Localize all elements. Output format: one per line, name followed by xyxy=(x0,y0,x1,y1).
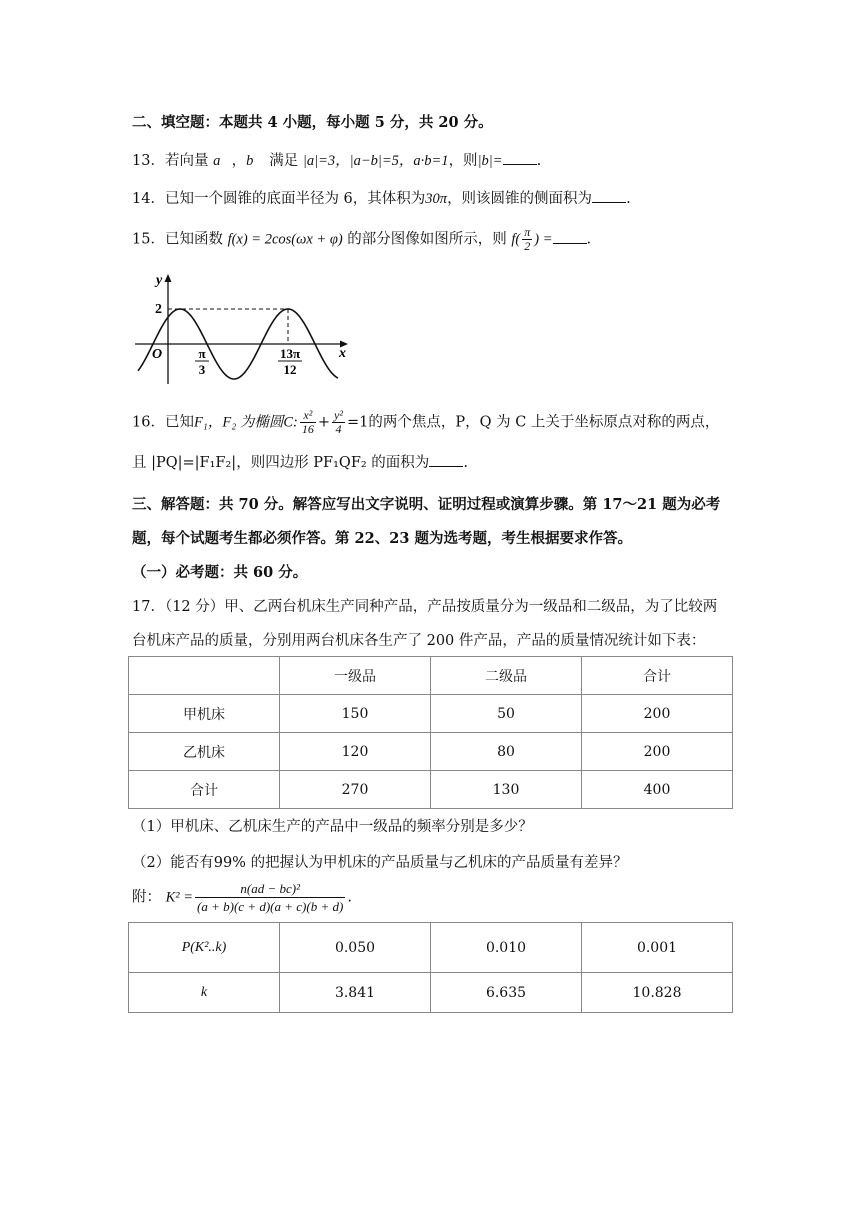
q15-frac-num: π xyxy=(524,225,531,239)
q13-ask: |b|= xyxy=(477,153,503,169)
q16-plus: + xyxy=(317,414,331,431)
table-row xyxy=(129,733,733,771)
table-row xyxy=(129,771,733,809)
q13-number: 13．若向量 xyxy=(132,153,209,169)
tick1-den: 3 xyxy=(198,362,206,377)
formula-fraction xyxy=(195,880,345,915)
q14-answer-blank[interactable] xyxy=(592,188,626,203)
table-header-cell: 二级品 xyxy=(431,657,582,695)
formula-lhs: K² = xyxy=(165,889,194,906)
q13-then: ，则 xyxy=(448,153,478,169)
y-label: y xyxy=(156,273,163,288)
y-axis-arrow xyxy=(165,274,172,282)
q16-answer-blank[interactable] xyxy=(429,452,463,467)
q17-sub1: （1）甲机床、乙机床生产的产品中一级品的频率分别是多少？ xyxy=(132,819,533,835)
table-cell: 400 xyxy=(582,771,733,809)
q16-start: 16．已知 xyxy=(132,414,194,431)
table-cell: 50 xyxy=(431,695,582,733)
question-13 xyxy=(132,150,541,172)
section3-line1: 三、解答题：共 70 分。解答应写出文字说明、证明过程或演算步骤。第 17～21 题为必考 xyxy=(132,496,721,513)
q14-text: 14．已知一个圆锥的底面半径为 6，其体积为 xyxy=(132,191,426,207)
q13-text: 满足 xyxy=(269,153,299,169)
q15-frac-den: 2 xyxy=(524,239,531,253)
q16-frac-y-num: y² xyxy=(334,408,343,422)
table-cell: 200 xyxy=(582,695,733,733)
section3-line2: 题，每个试题考生都必须作答。第 22、23 题为选考题，考生根据要求作答。 xyxy=(132,530,632,547)
vector-a-symbol: a⃗ xyxy=(213,153,232,169)
table-cell: 甲机床 xyxy=(129,695,280,733)
q13-cond1: |a|=3 xyxy=(302,153,336,169)
q17-sub2: （2）能否有99% 的把握认为甲机床的产品质量与乙机床的产品质量有差异？ xyxy=(132,855,628,871)
section2-heading: 二、填空题：本题共 4 小题，每小题 5 分，共 20 分。 xyxy=(132,114,493,131)
q16-end: . xyxy=(463,455,468,471)
q13-sep: ， xyxy=(231,153,247,169)
q14-end: . xyxy=(626,191,631,207)
q15-close: ) = xyxy=(534,231,553,248)
q16-eq: =1 xyxy=(346,414,369,431)
table-row xyxy=(129,695,733,733)
table-cell: P(K²..k) xyxy=(129,923,280,973)
table-cell: 10.828 xyxy=(582,973,733,1013)
tick2-num: 13π xyxy=(279,346,301,361)
table-header-cell: 合计 xyxy=(582,657,733,695)
question-15 xyxy=(132,226,591,253)
formula-den: (a + b)(c + d)(a + c)(b + d) xyxy=(197,899,344,914)
q17-line1: 17．（12 分）甲、乙两台机床生产同种产品，产品按质量分为一级品和二级品，为了比较两 xyxy=(132,599,718,615)
table-cell: 3.841 xyxy=(280,973,431,1013)
question-14 xyxy=(132,188,631,210)
q14-volume: 30π xyxy=(425,191,448,207)
table-cell: 0.050 xyxy=(280,923,431,973)
formula-num: n(ad − bc)² xyxy=(195,880,345,898)
q16-frac-y-den: 4 xyxy=(335,422,342,436)
table-cell: 120 xyxy=(280,733,431,771)
q15-fx: f( xyxy=(511,231,521,248)
q14-rest: ，则该圆锥的侧面积为 xyxy=(447,191,593,207)
tick1-num: π xyxy=(198,346,206,361)
q16-rest: 的两个焦点，P，Q 为 C 上关于坐标原点对称的两点， xyxy=(368,414,720,431)
section3-subheading: （一）必考题：共 60 分。 xyxy=(132,564,308,581)
q13-answer-blank[interactable] xyxy=(503,150,537,165)
tick2-den: 12 xyxy=(283,362,297,377)
q13-cond2: ，|a−b|=5，a·b=1 xyxy=(335,153,449,169)
table-row xyxy=(129,923,733,973)
table-row xyxy=(129,973,733,1013)
q15-rest: 的部分图像如图所示，则 xyxy=(347,231,507,248)
table-cell: 150 xyxy=(280,695,431,733)
table-header-cell: 一级品 xyxy=(280,657,431,695)
origin-label: O xyxy=(152,347,163,362)
formula-end: . xyxy=(347,889,352,906)
table-cell: k xyxy=(129,973,280,1013)
table-cell: 270 xyxy=(280,771,431,809)
table-cell: 6.635 xyxy=(431,973,582,1013)
table-cell: 200 xyxy=(582,733,733,771)
q17-appendix xyxy=(132,880,352,920)
quality-table xyxy=(128,656,733,809)
q15-text: 15．已知函数 xyxy=(132,231,223,248)
critical-value-table xyxy=(128,922,733,1013)
q17-line2: 台机床产品的质量，分别用两台机床各生产了 200 件产品，产品的质量情况统计如下表： xyxy=(132,633,706,649)
table-cell: 130 xyxy=(431,771,582,809)
table-cell: 80 xyxy=(431,733,582,771)
q16-ellipse-name: C: xyxy=(283,414,298,431)
q16-line2: 且 |PQ|=|F₁F₂|，则四边形 PF₁QF₂ 的面积为 xyxy=(132,455,430,471)
question-16-line2 xyxy=(132,452,468,474)
q16-frac-x xyxy=(300,409,316,436)
q16-foci: F₁，F₂ 为椭圆 xyxy=(193,414,284,431)
vector-b-symbol: b⃗ xyxy=(246,153,265,169)
q15-function: f(x) = 2cos(ωx + φ) xyxy=(227,231,343,248)
table-cell: 0.001 xyxy=(582,923,733,973)
q16-frac-x-num: x² xyxy=(300,409,316,423)
appendix-label: 附： xyxy=(132,889,161,906)
q15-end: . xyxy=(586,231,592,248)
table-header-row xyxy=(129,657,733,695)
q15-answer-blank[interactable] xyxy=(553,229,587,244)
q13-end: . xyxy=(536,153,542,169)
table-header-cell xyxy=(129,657,280,695)
q16-frac-x-den: 16 xyxy=(301,422,314,436)
q15-fraction xyxy=(522,226,532,253)
q16-frac-y xyxy=(332,409,345,436)
question-16-line1 xyxy=(132,409,719,436)
table-cell: 0.010 xyxy=(431,923,582,973)
table-cell: 合计 xyxy=(129,771,280,809)
x-label: x xyxy=(339,346,346,361)
max-label: 2 xyxy=(155,302,162,317)
table-cell: 乙机床 xyxy=(129,733,280,771)
cosine-graph xyxy=(130,268,355,386)
